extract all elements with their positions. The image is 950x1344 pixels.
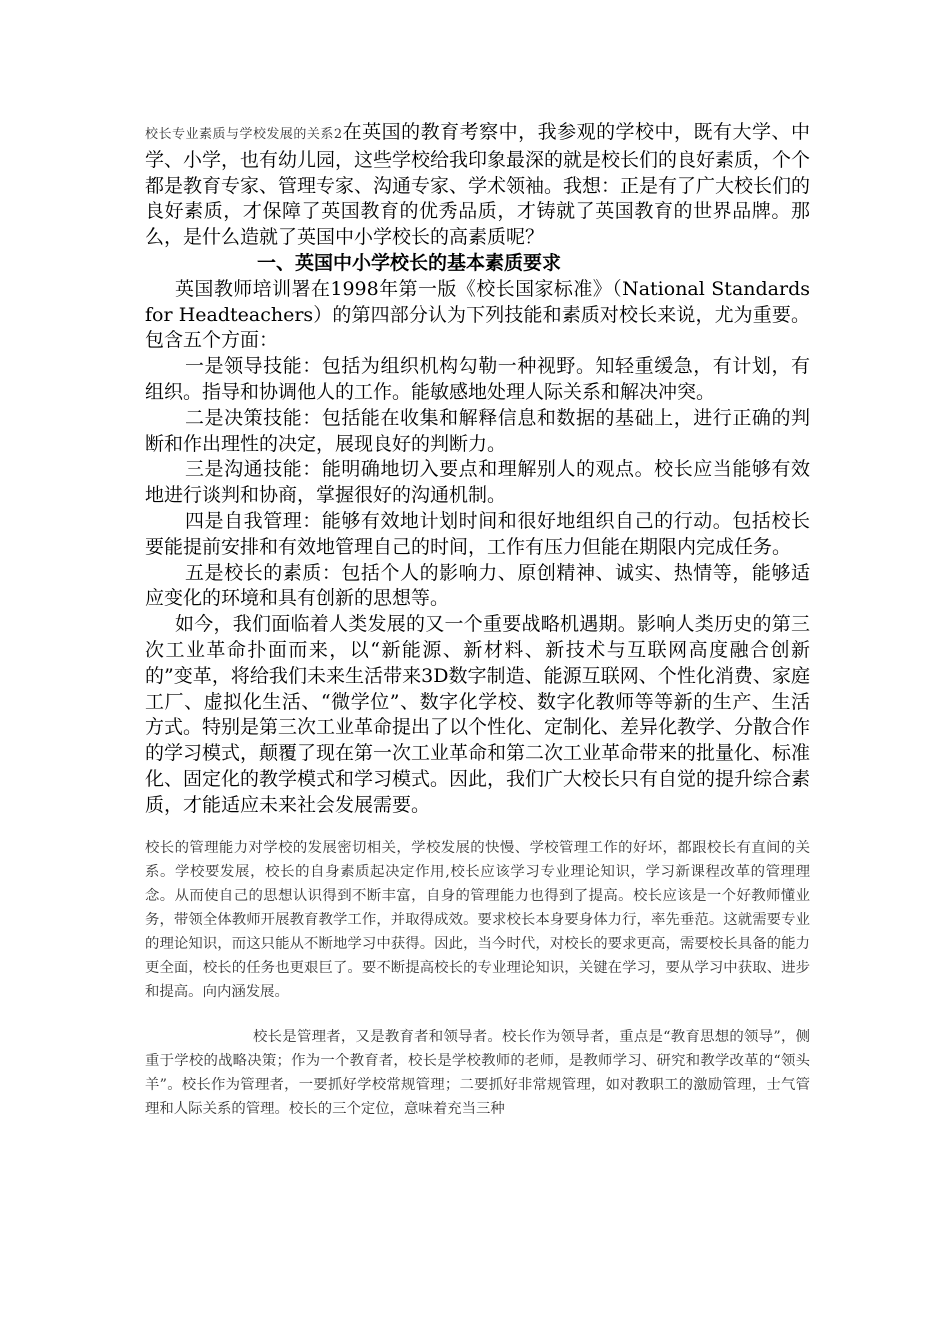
- document-title: 校长专业素质与学校发展的关系2: [145, 127, 343, 142]
- roles-paragraph: 校长是管理者，又是教育者和领导者。校长作为领导者，重点是“教育思想的领导”，侧重于学校的战略决策；作为一个教育者，校长是学校教师的老师，是教师学习、研究和教学改革的“领头羊”。校长作为管理者，一要抓好学校常规管理；二要抓好非常规管理，如对教职工的激励管理，士气管理和人际关系的管理。校长的三个定位，意味着充当三种: [145, 1028, 810, 1117]
- standards-paragraph: 英国教师培训署在1998年第一版《校长国家标准》（National Standards for Headteachers）的第四部分认为下列技能和素质对校长来说，尤为重要。包含五个方面：: [145, 277, 810, 352]
- management-section: [145, 836, 810, 1004]
- intro-text: 在英国的教育考察中，我参观的学校中，既有大学、中学、小学，也有幼儿园，这些学校给我印象最深的就是校长们的良好素质，个个都是教育专家、管理专家、沟通专家、学术领袖。我想：正是有了广大校长们的良好素质，才保障了英国教育的优秀品质，才铸就了英国教育的世界品牌。那么，是什么造就了英国中小学校长的高素质呢？: [145, 121, 811, 249]
- skill-decision: 二是决策技能：包括能在收集和解释信息和数据的基础上，进行正确的判断和作出理性的决定，展现良好的判断力。: [145, 406, 810, 455]
- main-text-section: [145, 120, 810, 819]
- skill-leadership: 一是领导技能：包括为组织机构勾勒一种视野。知轻重缓急，有计划，有组织。指导和协调他人的工作。能敏感地处理人际关系和解决冲突。: [145, 355, 810, 403]
- document-page: [145, 120, 810, 1121]
- skill-communication: 三是沟通技能：能明确地切入要点和理解别人的观点。校长应当能够有效地进行谈判和协商，掌握很好的沟通机制。: [145, 458, 810, 507]
- revolution-paragraph: 如今，我们面临着人类发展的又一个重要战略机遇期。影响人类历史的第三次工业革命扑面而来，以“新能源、新材料、新技术与互联网高度融合创新的”变革，将给我们未来生活带来3D数字制造、能源互联网、个性化消费、家庭工厂、虚拟化生活、“微学位”、数字化学校、数字化教师等等新的生产、生活方式。特别是第三次工业革命提出了以个性化、定制化、差异化教学、分散合作的学习模式，颠覆了现在第一次工业革命和第二次工业革命带来的批量化、标准化、固定化的教学模式和学习模式。因此，我们广大校长只有自觉的提升综合素质，才能适应未来社会发展需要。: [145, 613, 811, 816]
- management-paragraph: 校长的管理能力对学校的发展密切相关，学校发展的快慢、学校管理工作的好坏，都跟校长有直间的关系。学校要发展，校长的自身素质起决定作用,校长应该学习专业理论知识，学习新课程改革的管理理念。从而使自己的思想认识得到不断丰富，自身的管理能力也得到了提高。校长应该是一个好教师懂业务，带领全体教师开展教育教学工作，并取得成效。要求校长本身要身体力行，率先垂范。这就需要专业的理论知识，而这只能从不断地学习中获得。因此，当今时代，对校长的要求更高，需要校长具备的能力更全面，校长的任务也更艰巨了。要不断提高校长的专业理论知识，关键在学习，要从学习中获取、进步和提高。向内涵发展。: [145, 839, 810, 1000]
- section-heading-1: 一、英国中小学校长的基本素质要求: [257, 251, 562, 274]
- intro-paragraph: [145, 120, 810, 251]
- skill-self-management: 四是自我管理：能够有效地计划时间和很好地组织自己的行动。包括校长要能提前安排和有效地管理自己的时间，工作有压力但能在期限内完成任务。: [145, 509, 810, 558]
- skill-quality: 五是校长的素质：包括个人的影响力、原创精神、诚实、热情等，能够适应变化的环境和具有创新的思想等。: [145, 561, 810, 610]
- roles-section: [145, 1025, 810, 1121]
